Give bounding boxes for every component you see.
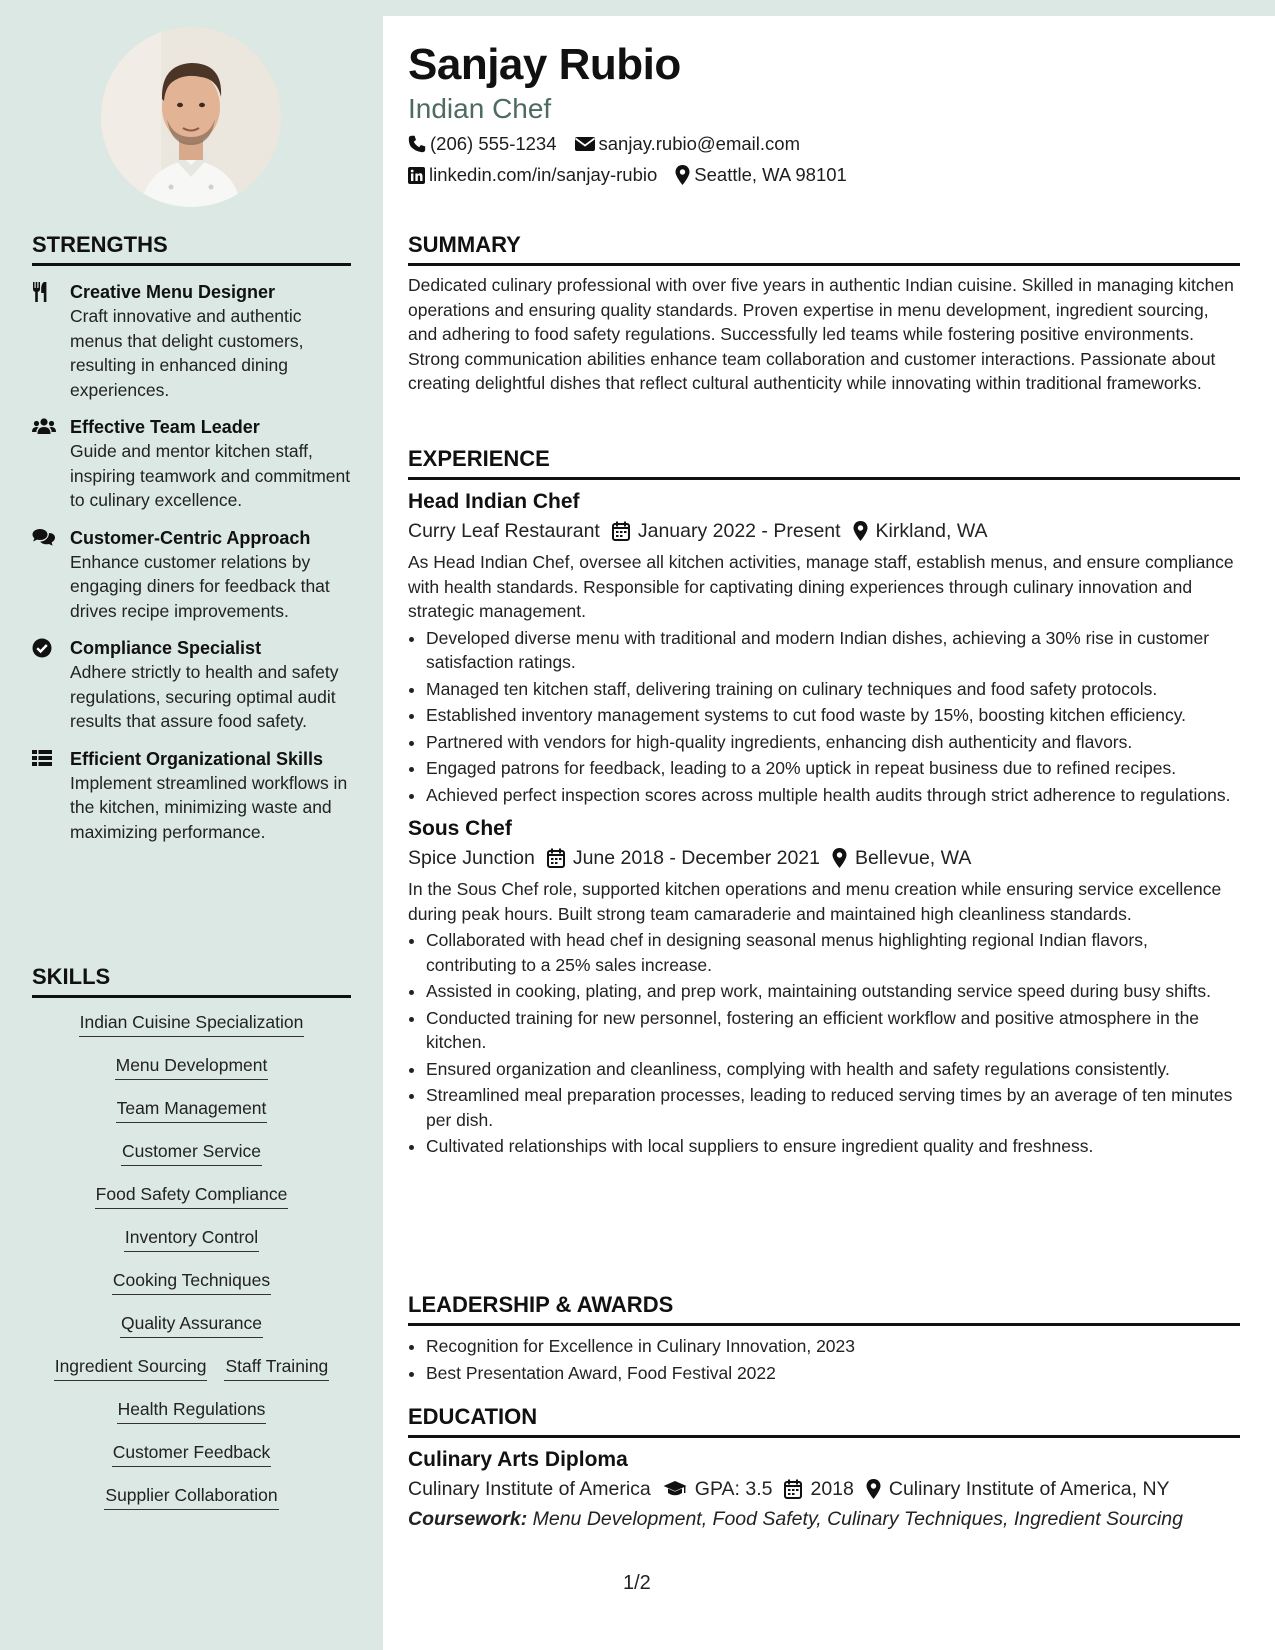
strength-desc: Adhere strictly to health and safety regulations, securing optimal audit results that assure food safety. — [70, 662, 339, 731]
job-bullet: • Engaged patrons for feedback, leading to a 20% uptick in repeat business due to refined recipes. — [426, 756, 1240, 781]
degree-title: Culinary Arts Diploma — [408, 1448, 628, 1471]
skills-heading: SKILLS — [32, 964, 351, 998]
awards-section — [408, 1292, 1240, 1387]
phone-icon — [408, 135, 426, 153]
phone-text: (206) 555-1234 — [430, 133, 557, 154]
skill-tag: Inventory Control — [124, 1225, 259, 1252]
skill-tag: Food Safety Compliance — [95, 1182, 289, 1209]
strength-item — [32, 636, 351, 734]
education-meta — [408, 1474, 1240, 1504]
job-description: As Head Indian Chef, oversee all kitchen activities, manage staff, establish menus, and ensure compliance with health standards. Responsible for captivating dining experiences through culinary innovation and strategic management. — [408, 552, 1234, 621]
school-location: Culinary Institute of America, NY — [888, 1478, 1170, 1500]
candidate-name: Sanjay Rubio — [408, 40, 681, 89]
coursework-label: Coursework: — [408, 1508, 528, 1530]
strength-item — [32, 747, 351, 845]
awards-heading: LEADERSHIP & AWARDS — [408, 1292, 1240, 1326]
strength-desc: Enhance customer relations by engaging diners for feedback that drives recipe improvements. — [70, 551, 330, 621]
check-circle-icon — [32, 636, 56, 734]
strengths-section — [32, 232, 351, 844]
skill-tag: Indian Cuisine Specialization — [79, 1010, 305, 1037]
strength-title: Customer-Centric Approach — [70, 527, 311, 548]
skill-tag: Team Management — [116, 1096, 268, 1123]
candidate-role: Indian Chef — [408, 93, 552, 124]
profile-photo — [101, 27, 281, 207]
calendar-icon — [612, 521, 630, 541]
skill-tag: Supplier Collaboration — [104, 1483, 278, 1510]
strength-desc: Guide and mentor kitchen staff, inspiring teamwork and commitment to culinary excellence. — [70, 441, 351, 510]
utensils-icon — [32, 280, 56, 402]
job-bullet: • Collaborated with head chef in designing seasonal menus highlighting regional Indian flavors, contributing to a 25% sales increase. — [426, 928, 1240, 977]
summary-heading: SUMMARY — [408, 232, 1240, 266]
skills-list — [32, 1010, 351, 1510]
skill-tag: Staff Training — [224, 1354, 329, 1381]
education-heading: EDUCATION — [408, 1404, 1240, 1438]
job-bullet: • Ensured organization and cleanliness, complying with health and safety regulations consistently. — [426, 1057, 1240, 1082]
email-text: sanjay.rubio@email.com — [598, 133, 800, 154]
job-title: Sous Chef — [408, 817, 512, 840]
list-icon — [32, 747, 56, 845]
strength-item — [32, 280, 351, 402]
job-bullet: • Assisted in cooking, plating, and prep work, maintaining outstanding service speed during busy shifts. — [426, 979, 1240, 1004]
job-bullets — [408, 626, 1240, 808]
job-meta — [408, 843, 1240, 873]
job-bullet: • Partnered with vendors for high-quality ingredients, enhancing dish authenticity and flavors. — [426, 730, 1240, 755]
linkedin-icon — [408, 167, 425, 184]
experience-section — [408, 446, 1240, 1161]
job-bullet: • Achieved perfect inspection scores across multiple health audits through strict adherence to regulations. — [426, 783, 1240, 808]
skill-tag: Cooking Techniques — [112, 1268, 271, 1295]
experience-heading: EXPERIENCE — [408, 446, 1240, 480]
strengths-heading: STRENGTHS — [32, 232, 351, 266]
page-number: 1/2 — [623, 1572, 651, 1594]
job-bullet: • Developed diverse menu with traditional and modern Indian dishes, achieving a 30% rise in customer satisfaction ratings. — [426, 626, 1240, 675]
calendar-icon — [547, 848, 565, 868]
job-bullet: • Cultivated relationships with local suppliers to ensure ingredient quality and freshness. — [426, 1134, 1240, 1159]
job-bullet: • Managed ten kitchen staff, delivering training on culinary techniques and food safety protocols. — [426, 677, 1240, 702]
graduation-cap-icon — [663, 1480, 687, 1498]
summary-section — [408, 232, 1240, 396]
coursework-text: Menu Development, Food Safety, Culinary Techniques, Ingredient Sourcing — [532, 1508, 1183, 1530]
calendar-icon — [784, 1479, 802, 1499]
skill-tag: Health Regulations — [117, 1397, 267, 1424]
strength-title: Effective Team Leader — [70, 417, 260, 437]
skill-tag: Quality Assurance — [120, 1311, 263, 1338]
location-text: Seattle, WA 98101 — [694, 164, 847, 185]
company-name: Spice Junction — [408, 847, 535, 869]
strength-title: Compliance Specialist — [70, 638, 262, 658]
job-bullet: • Conducted training for new personnel, fostering an efficient workflow and positive atmosphere in the kitchen. — [426, 1006, 1240, 1055]
job-bullet: • Established inventory management systems to cut food waste by 15%, boosting kitchen efficiency. — [426, 703, 1240, 728]
location-pin-icon — [675, 165, 690, 185]
awards-list — [408, 1334, 1240, 1385]
coursework-line — [408, 1504, 1240, 1534]
skills-section — [32, 964, 351, 1526]
job-meta — [408, 516, 1240, 546]
job-bullet: • Streamlined meal preparation processes, leading to reduced serving times by an average of ten minutes per dish. — [426, 1083, 1240, 1132]
envelope-icon — [575, 136, 595, 152]
job-dates: January 2022 - Present — [637, 520, 841, 542]
linkedin-text: linkedin.com/in/sanjay-rubio — [429, 164, 658, 185]
award-item: • Best Presentation Award, Food Festival 2022 — [426, 1361, 1240, 1386]
education-section — [408, 1404, 1240, 1534]
summary-text: Dedicated culinary professional with over five years in authentic Indian cuisine. Skilled in managing kitchen operations and ensuring quality standards. Proven expertise in menu development, ingredient sourcing, and adhering to food safety regulations. Successfully led teams while fostering positive environments. Strong communication abilities enhance team collaboration and customer interactions. Passionate about creating delightful dishes that reflect cultural authenticity while innovating within traditional frameworks. — [408, 275, 1234, 393]
comments-icon — [32, 526, 56, 624]
school-name: Culinary Institute of America — [408, 1478, 651, 1500]
users-icon — [32, 415, 56, 513]
location-pin-icon — [866, 1479, 881, 1499]
award-item: • Recognition for Excellence in Culinary Innovation, 2023 — [426, 1334, 1240, 1359]
job-location: Bellevue, WA — [855, 847, 972, 869]
graduation-year: 2018 — [810, 1478, 854, 1500]
job-dates: June 2018 - December 2021 — [572, 847, 820, 869]
skill-tag: Ingredient Sourcing — [54, 1354, 208, 1381]
skill-tag: Menu Development — [115, 1053, 269, 1080]
strength-title: Creative Menu Designer — [70, 282, 276, 302]
contact-row — [408, 133, 818, 155]
job-title: Head Indian Chef — [408, 490, 580, 513]
gpa-text: GPA: 3.5 — [694, 1478, 773, 1500]
location-pin-icon — [832, 848, 847, 868]
job-description: In the Sous Chef role, supported kitchen operations and menu creation while ensuring service excellence during peak hours. Built strong team camaraderie and maintained high cleanliness standards. — [408, 879, 1222, 924]
job-location: Kirkland, WA — [875, 520, 988, 542]
strength-desc: Implement streamlined workflows in the kitchen, minimizing waste and maximizing performance. — [70, 772, 348, 842]
strength-title: Efficient Organizational Skills — [70, 748, 324, 769]
strength-desc: Craft innovative and authentic menus that delight customers, resulting in enhanced dining experiences. — [70, 306, 304, 400]
skill-tag: Customer Service — [121, 1139, 262, 1166]
strength-item — [32, 415, 351, 513]
location-pin-icon — [853, 521, 868, 541]
strength-item — [32, 526, 351, 624]
company-name: Curry Leaf Restaurant — [408, 520, 600, 542]
job-bullets — [408, 928, 1240, 1159]
skill-tag: Customer Feedback — [112, 1440, 272, 1467]
contact-row — [408, 164, 865, 186]
